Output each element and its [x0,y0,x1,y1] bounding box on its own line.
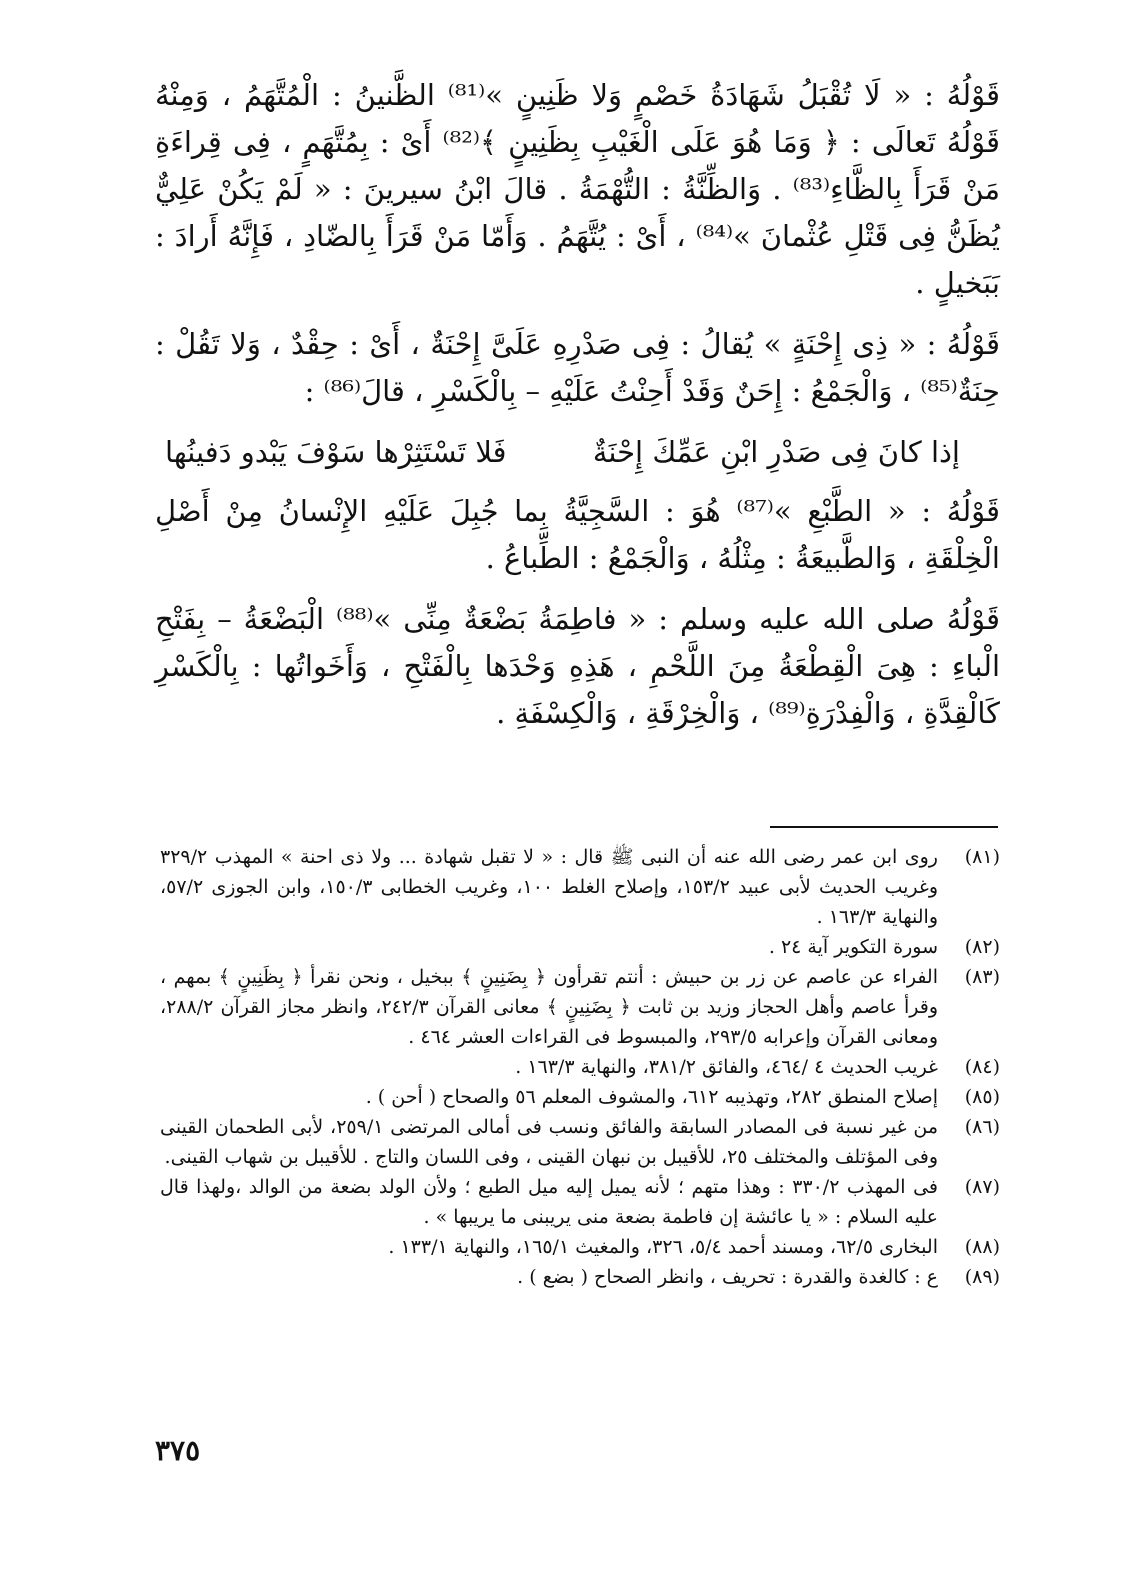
poem-verse [165,429,960,476]
footnote-number: (٨٨) [964,1236,1000,1258]
footnote-text: البخارى ٦٢/٥، ومسند أحمد ٥/٤، ٣٢٦، والمغيث ١٦٥/١، والنهاية ١٣٣/١ . [388,1236,938,1258]
footnote [160,1112,1000,1172]
paragraph-bada: قَوْلُهُ صلى الله عليه وسلم : « فاطِمَةُ بَضْعَةٌ مِنِّى »⁽⁸⁸⁾ الْبَضْعَةُ – بِفَتْحِ الْباءِ : هِىَ الْقِطْعَةُ مِنَ اللَّحْمِ ، هَذِهِ وَحْدَها بِالْفَتْحِ ، وَأَخَواتُها : بِالْكَسْرِ كَالْقِدَّةِ ، وَالْفِدْرَةِ⁽⁸⁹⁾ ، وَالْخِرْقَةِ ، وَالْكِسْفَةِ . [155,602,1000,730]
footnote-number: (٨١) [964,846,1000,868]
paragraph-tab: قَوْلُهُ : « الطَّبْعِ »⁽⁸⁷⁾ هُوَ : السَّجِيَّةُ بِما جُبِلَ عَلَيْهِ الإِنْسانُ مِنْ أَصْلِ الْخِلْقَةِ ، وَالطَّبيعَةُ : مِثْلُهُ ، وَالْجَمْعُ : الطِّباعُ . [155,494,1000,575]
footnote-text: إصلاح المنطق ٢٨٢، وتهذيبه ٦١٢، والمشوف المعلم ٥٦ والصحاح ( أحن ) . [365,1086,938,1108]
footnote-number: (٨٤) [964,1056,1000,1078]
footnote [160,1172,1000,1232]
footnote [160,1262,1000,1292]
paragraph-ihna: قَوْلُهُ : « ذِى إِحْنَةٍ » يُقالُ : فِى صَدْرِهِ عَلَىَّ إِحْنَةٌ ، أَىْ : حِقْدٌ ، وَلا تَقُلْ : حِنَةٌ⁽⁸⁵⁾ ، وَالْجَمْعُ : إِحَنٌ وَقَدْ أَحِنْتُ عَلَيْهِ – بِالْكَسْرِ ، قالَ⁽⁸⁶⁾ : [155,327,1000,408]
page-number: ٣٧٥ [155,1434,201,1467]
paragraph-zanin: قَوْلُهُ : « لَا تُقْبَلُ شَهَادَةُ خَصْمٍ وَلا ظَنِينٍ »⁽⁸¹⁾ الظَّنينُ : الْمُتَّهَمُ ، وَمِنْهُ قَوْلُهُ تَعالَى : ﴿ وَمَا هُوَ عَلَى الْغَيْبِ بِظَنِينٍ ﴾⁽⁸²⁾ أَىْ : بِمُتَّهَمٍ ، فِى قِراءَةِ مَنْ قَرَأَ بِالظَّاءِ⁽⁸³⁾ . وَالظِّنَّةُ : التُّهْمَةُ . قالَ ابْنُ سيرينَ : « لَمْ يَكُنْ عَلِيٌّ يُظَنُّ فِى قَتْلِ عُثْمانَ »⁽⁸⁴⁾ ، أَىْ : يُتَّهَمُ . وَأَمّا مَنْ قَرَأَ بِالضّادِ ، فَإِنَّهُ أَرادَ : بَبَخيلٍ . [155,78,1000,300]
poem-first-hemistich: إذا كانَ فِى صَدْرِ ابْنِ عَمِّكَ إِحْنَةٌ [592,435,960,469]
main-text [155,72,1000,751]
footnote-number: (٨٩) [964,1266,1000,1288]
footnote-text: سورة التكوير آية ٢٤ . [768,936,938,958]
footnote [160,1052,1000,1082]
footnote-number: (٨٧) [964,1176,1000,1198]
footnote-text: ع : كالغدة والقدرة : تحريف ، وانظر الصحاح ( بضع ) . [517,1266,938,1288]
footnote [160,1082,1000,1112]
footnote [160,1232,1000,1262]
footnote-number: (٨٥) [964,1086,1000,1108]
footnote [160,962,1000,1052]
footnote [160,842,1000,932]
footnote-text: الفراء عن عاصم عن زر بن حبيش : أنتم تقرأون ﴿ بِضَنِينٍ ﴾ ببخيل ، ونحن نقرأ ﴿ بِظَنِينٍ ﴾ بمهم ، وقرأ عاصم وأهل الحجاز وزيد بن ثابت ﴿ بِضَنِينٍ ﴾ معانى القرآن ٢٤٢/٣، وانظر مجاز القرآن ٢٨٨/٢، ومعانى القرآن وإعرابه ٢٩٣/٥، والمبسوط فى القراءات العشر ٤٦٤ . [160,966,938,1048]
footnote [160,932,1000,962]
footnote-text: فى المهذب ٣٣٠/٢ : وهذا متهم ؛ لأنه يميل إليه ميل الطبع ؛ ولأن الولد بضعة من الوالد ،ولهذا قال عليه السلام : « يا عائشة إن فاطمة بضعة منى يريبنى ما يريبها » . [160,1176,938,1228]
footnote-text: روى ابن عمر رضى الله عنه أن النبى ﷺ قال : « لا تقبل شهادة ... ولا ذى احنة » المهذب ٣٢٩/٢ وغريب الحديث لأبى عبيد ١٥٣/٢، وإصلاح الغلط ١٠٠، وغريب الخطابى ١٥٠/٣، وابن الجوزى ٥٧/٢، والنهاية ١٦٣/٣ . [160,846,939,928]
poem-second-hemistich: فَلا تَسْتَثِرْها سَوْفَ يَبْدو دَفينُها [165,435,507,469]
footnote-number: (٨٢) [964,936,1000,958]
footnote-text: غريب الحديث ٤ /٤٦٤، والفائق ٣٨١/٢، والنهاية ١٦٣/٣ . [515,1056,938,1078]
footnotes [160,842,1000,1292]
footnote-number: (٨٦) [964,1116,1000,1138]
footnote-text: من غير نسبة فى المصادر السابقة والفائق ونسب فى أمالى المرتضى ٢٥٩/١، لأبى الطحمان القينى وفى المؤتلف والمختلف ٢٥، للأقيبل بن نبهان القينى ، وفى اللسان والتاج . للأقيبل بن شهاب القينى. [160,1116,938,1168]
footnote-divider [770,826,998,828]
footnote-number: (٨٣) [964,966,1000,988]
